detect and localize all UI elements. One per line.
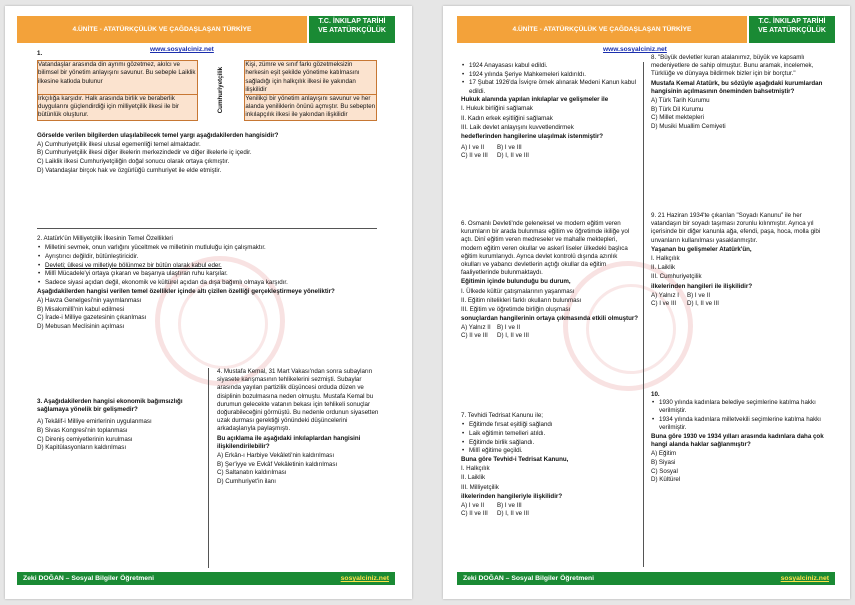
question-stem-end: sonuçlardan hangilerinin ortaya çıkmasında etkili olmuştur? — [461, 315, 639, 323]
option-a[interactable]: A) Tekâlif-i Milliye emirlerinin uygulanması — [37, 418, 152, 426]
answer-options — [37, 418, 197, 452]
question-intro: 2. Atatürk'ün Milliyetçilik İlkesinin Temel Özellikleri — [37, 235, 173, 242]
answer-options — [461, 324, 639, 340]
option-b[interactable]: B) Şer'iyye ve Evkâf Vekâletinin kaldırılması — [217, 460, 338, 468]
question-stem: Görselde verilen bilgilerden ulaşılabilecek temel yargı aşağıdakilerden hangisidir? — [37, 131, 279, 139]
answer-options — [217, 452, 387, 486]
question-2 — [37, 235, 382, 332]
question-stem: Buna göre 1930 ve 1934 yılları arasında kadınlara daha çok hangi alanda haklar sağlanmıştır? — [651, 432, 824, 449]
header-site-link[interactable]: www.sosyalciniz.net — [150, 46, 214, 53]
list-item: • 1930 yılında kadınlara belediye seçimlerine katılma hakkı verilmiştir. — [651, 399, 829, 415]
question-number: 10. — [651, 391, 660, 398]
option-b[interactable]: B) Cumhuriyetçilik ilkesi diğer ilkelerin merkezindedir ve diğer ilkelerle iç içedir. — [37, 149, 252, 157]
question-stem-end: hedeflerinden hangilerine ulaşılmak istenmiştir? — [461, 133, 604, 140]
footer-site-link[interactable]: sosyalciniz.net — [340, 575, 389, 582]
option-c[interactable]: C) Direniş cemiyetlerinin kurulması — [37, 435, 133, 443]
option-a[interactable]: A) Eğitim — [651, 450, 677, 458]
option-a[interactable]: A) Yalnız I — [651, 291, 679, 299]
option-c[interactable]: C) II ve III — [461, 510, 488, 518]
column-divider — [208, 368, 209, 568]
section-divider — [37, 228, 377, 229]
list-item: • Eğitimde birlik sağlandı. — [461, 439, 636, 447]
option-a[interactable]: A) I ve II — [461, 501, 485, 509]
option-b[interactable]: B) Sivas Kongresi'nin toplanması — [37, 427, 128, 435]
option-d[interactable]: D) I, II ve III — [497, 510, 529, 518]
list-item: • 1924 yılında Şeriye Mahkemeleri kaldırıldı. — [461, 71, 636, 79]
option-c[interactable]: C) Sosyal — [651, 467, 678, 475]
option-d[interactable]: D) I, II ve III — [687, 299, 719, 307]
unit-title: 4.ÜNİTE - ATATÜRKÇÜLÜK VE ÇAĞDAŞLAŞAN TÜRKİYE — [457, 16, 747, 43]
list-item: • 1924 Anayasası kabul edildi. — [461, 62, 636, 70]
table-cell: Yenilikçi bir yönetim anlayışını savunur ve her alanda yeniliklerin önünü açmıştır. Bu sebepten inkılapçılık ilkesi ile yakından ilişkilidir — [245, 94, 376, 119]
answer-options — [651, 292, 829, 308]
option-b[interactable]: B) Türk Dil Kurumu — [651, 105, 704, 113]
table-center-label: Cumhuriyetçilik — [217, 67, 225, 114]
option-d[interactable]: D) Vatandaşlar birçok hak ve özgürlüğü cumhuriyet ile elde etmiştir. — [37, 166, 222, 174]
answer-options — [37, 141, 377, 175]
option-b[interactable]: B) I ve III — [497, 501, 522, 509]
option-c[interactable]: C) I ve III — [651, 299, 677, 307]
option-a[interactable]: A) Havza Genelgesi'nin yayımlanması — [37, 296, 142, 304]
statement-1: I. Hukuk birliğini sağlamak — [461, 105, 533, 113]
question-stem: Hukuk alanında yapılan inkılaplar ve gelişmeler ile — [461, 96, 609, 104]
table-cell: Vatandaşlar arasında din ayrımı gözetmez, akılcı ve bilimsel bir yönetim anlayışını savunur. Bu sebeple Laiklik ilkesine katkıda bulunur — [38, 61, 198, 95]
question-6 — [461, 220, 639, 341]
bullet-list — [651, 399, 829, 432]
statement-1: I. Halkçılık — [651, 254, 680, 262]
option-b[interactable]: B) I ve II — [497, 324, 521, 332]
option-a[interactable]: A) Yalnız II — [461, 324, 491, 332]
question-stem: Mustafa Kemal Atatürk, bu sözüyle aşağıdaki kurumlardan hangisinin açılmasının öneminden bahsetmiştir? — [651, 79, 823, 95]
course-title-line2: VE ATATÜRKÇÜLÜK — [758, 26, 826, 34]
list-item: • Laik eğitimin temelleri atıldı. — [461, 430, 636, 438]
statement-2: II. Kadın erkek eşitliğini sağlamak — [461, 114, 553, 122]
question-stem-end: ilkelerinden hangileri ile ilişkilidir? — [651, 282, 753, 290]
option-b[interactable]: B) Misakımillî'nin kabul edilmesi — [37, 305, 125, 313]
table-cell: Kişi, zümre ve sınıf farkı gözetmeksizin herkesin eşit şekilde yönetime katılmasını sağladığı için halkçılık ilkesi ile yakından ilişkilidir — [245, 61, 377, 95]
bullet-list — [461, 421, 636, 455]
statement-3: III. Eğitim ve öğretimde birliğin oluşması — [461, 305, 571, 313]
list-item: • 17 Şubat 1926'da İsviçre örnek alınarak Medeni Kanun kabul edildi. — [461, 79, 636, 95]
question-text: 8. "Büyük devletler kuran atalanımız, büyük ve kapsamlı medeniyetlere de sahip olmuştur. Bunu aramak, incelemek, Türklüğe ve dünyaya bildirmek bizler için bir borçtur." — [651, 54, 814, 78]
question-stem-end: ilkelerinden hangileriyle ilişkilidir? — [461, 492, 563, 500]
question-1 — [37, 50, 377, 175]
option-c[interactable]: C) II ve III — [461, 152, 488, 160]
answer-options — [651, 97, 829, 131]
statement-2: II. Laiklik — [651, 264, 676, 272]
question-intro: 7. Tevhidi Tedrisat Kanunu ile; — [461, 412, 543, 419]
answer-options — [651, 450, 829, 484]
option-c[interactable]: C) Saltanatın kaldırılması — [217, 469, 287, 477]
statement-1: I. Halkçılık — [461, 465, 490, 473]
option-d[interactable]: D) I, II ve III — [497, 332, 529, 340]
bullet-list — [37, 244, 382, 287]
footer-author: Zeki DOĞAN – Sosyal Bilgiler Öğretmeni — [23, 575, 155, 582]
cumhuriyetcilik-table — [37, 60, 377, 120]
worksheet-page-left — [5, 6, 412, 599]
statement-3: III. Cumhuriyetçilik — [651, 273, 702, 281]
option-d[interactable]: D) Mebusan Meclisinin açılması — [37, 322, 125, 330]
column-divider — [643, 62, 644, 567]
question-5 — [461, 62, 636, 161]
answer-options — [461, 144, 636, 160]
question-4 — [217, 368, 387, 487]
option-d[interactable]: D) Kültürel — [651, 476, 681, 484]
option-c[interactable]: C) İrade-i Milliye gazetesinin çıkarılması — [37, 314, 147, 322]
option-c[interactable]: C) Laiklik ilkesi Cumhuriyetçiliğin doğal sonucu olarak ortaya çıkmıştır. — [37, 158, 230, 166]
question-stem: Buna göre Tevhid-i Tedrisat Kanunu, — [461, 455, 569, 463]
question-9 — [651, 212, 829, 308]
option-a[interactable]: A) Türk Tarih Kurumu — [651, 96, 710, 104]
option-c[interactable]: C) Millet mektepleri — [651, 114, 704, 122]
question-text: 6. Osmanlı Devleti'nde geleneksel ve modern eğitim veren kurumların bir arada bulunması eğitim ve öğretimde ikiliğe yol açtı. Dinî eğitim veren medreseler ve mahalle mektepleri, modern eğitim veren okullar ve askerî liseler ülkedeki başlıca eğitim kurumlarıydı. Ayrıca devlet kontrolü dışında azınlık okulları ve yabancı devletlerin açtığı okullar da eğitim faaliyetlerinde bulunmaktaydı. — [461, 220, 630, 277]
option-a[interactable]: A) Erkân-ı Harbiye Vekâleti'nin kaldırılması — [217, 451, 335, 459]
course-title-line1: T.C. İNKILAP TARİHİ — [758, 18, 826, 25]
course-title — [309, 16, 395, 43]
list-item: • Millî Mücadele'yi ortaya çıkaran ve başarıya ulaştıran ruhu karşılar. — [37, 270, 382, 278]
question-stem: Yaşanan bu gelişmeler Atatürk'ün, — [651, 245, 752, 253]
option-c[interactable]: C) II ve III — [461, 332, 488, 340]
option-d[interactable]: D) Kapitülasyonların kaldırılması — [37, 444, 127, 452]
footer-site-link[interactable]: sosyalciniz.net — [780, 575, 829, 582]
statement-3: III. Laik devlet anlayışını kuvvetlendirmek — [461, 123, 574, 131]
question-stem: Aşağıdakilerden hangisi verilen temel özellikler içinde altı çizilen özelliği gerçekleştirmeye yöneliktir? — [37, 287, 335, 295]
option-d[interactable]: D) I, II ve III — [497, 152, 529, 160]
statement-3: III. Milliyetçilik — [461, 483, 499, 491]
option-d[interactable]: D) Cumhuriyet'in ilanı — [217, 477, 276, 485]
question-3 — [37, 398, 197, 453]
worksheet-page-right — [443, 6, 850, 599]
course-title — [749, 16, 835, 43]
option-b[interactable]: B) I ve III — [497, 144, 522, 152]
question-8 — [651, 54, 829, 132]
option-a[interactable]: A) I ve II — [461, 144, 485, 152]
list-item-underlined: • Devleti; ülkesi ve milletiyle bölünmez bir bütün olarak kabul eder. — [37, 262, 382, 270]
page-footer — [17, 572, 395, 585]
option-b[interactable]: B) Siyasi — [651, 459, 676, 466]
list-item: • Eğitimde fırsat eşitliği sağlandı — [461, 421, 636, 429]
header-site-link[interactable]: www.sosyalciniz.net — [603, 46, 667, 53]
statement-2: II. Eğitim nitelikleri farklı okulların bulunması — [461, 296, 582, 304]
list-item: • Millî eğitime geçildi. — [461, 447, 636, 455]
course-title-line2: VE ATATÜRKÇÜLÜK — [318, 26, 386, 34]
answer-options — [37, 297, 382, 331]
question-text: 4. Mustafa Kemal, 31 Mart Vakası'ndan sonra subayların siyasete karışmasının tehlikelerini sezmişti. Subaylar arasında yayılan partizilik düşüncesi orduda düzen ve disiplinin bozulmasına neden olmuştu. Mustafa Kemal bu durumun gelecekte vatanın bekası için tehlikeli sonuçlar doğurabileceğini görmüştü. Bu nedenle ordunun siyasetten uzak durması gerektiği yönündeki düşüncelerini arkadaşlarıyla paylaşmıştı. — [217, 368, 379, 433]
footer-author: Zeki DOĞAN – Sosyal Bilgiler Öğretmeni — [463, 575, 595, 582]
answer-options — [461, 502, 636, 518]
option-b[interactable]: B) I ve II — [687, 291, 711, 299]
question-stem: Eğitimin içinde bulunduğu bu durum, — [461, 278, 571, 286]
question-stem: 3. Aşağıdakilerden hangisi ekonomik bağımsızlığı sağlamaya yönelik bir gelişmedir? — [37, 398, 183, 414]
list-item: • Ayrıştırıcı değildir, bütünleştiricidir. — [37, 253, 382, 261]
list-item: • Milletini sevmek, onun varlığını yüceltmek ve milletinin mutluluğu için çalışmaktır. — [37, 244, 382, 252]
question-7 — [461, 412, 636, 518]
statement-2: II. Laiklik — [461, 474, 486, 482]
option-d[interactable]: D) Musiki Muallim Cemiyeti — [651, 123, 726, 130]
statement-1: I. Ülkede kültür çatışmalarının yaşanması — [461, 287, 575, 295]
bullet-list — [461, 62, 636, 96]
table-cell: İrkçılığa karşıdır. Halk arasında birlik ve beraberlik duygularını güçlendirdiği için milliyetçilik ilkesi ile bir bütünlük oluşturur. — [38, 94, 198, 120]
list-item: • 1934 yılında kadınlara milletvekili seçimlerine katılma hakkı verilmiştir. — [651, 416, 829, 432]
course-title-line1: T.C. İNKILAP TARİHİ — [318, 18, 386, 25]
question-text: 9. 21 Haziran 1934'te çıkarılan "Soyadı Kanunu" ile her vatandaşın bir soyadı taşıması zorunlu kılınmıştır. Ayrıca yıl içerisinde bir diğer kanunla ağa, efendi, paşa, hoca, molla gibi unvanların kullanılması yasaklanmıştır. — [651, 212, 821, 244]
question-stem: Bu açıklama ile aşağıdaki inkılaplardan hangisini ilişkilendirilebilir? — [217, 434, 361, 450]
question-number: 1. — [37, 50, 43, 57]
page-footer — [457, 572, 835, 585]
question-10 — [651, 391, 829, 485]
unit-title: 4.ÜNİTE - ATATÜRKÇÜLÜK VE ÇAĞDAŞLAŞAN TÜRKİYE — [17, 16, 307, 43]
option-a[interactable]: A) Cumhuriyetçilik ilkesi ulusal egemenliği temel almaktadır. — [37, 140, 201, 148]
list-item: • Sadece siyasi açıdan değil, ekonomik ve kültürel açıdan da dışa bağımlı olmaya karşıdır. — [37, 279, 382, 287]
